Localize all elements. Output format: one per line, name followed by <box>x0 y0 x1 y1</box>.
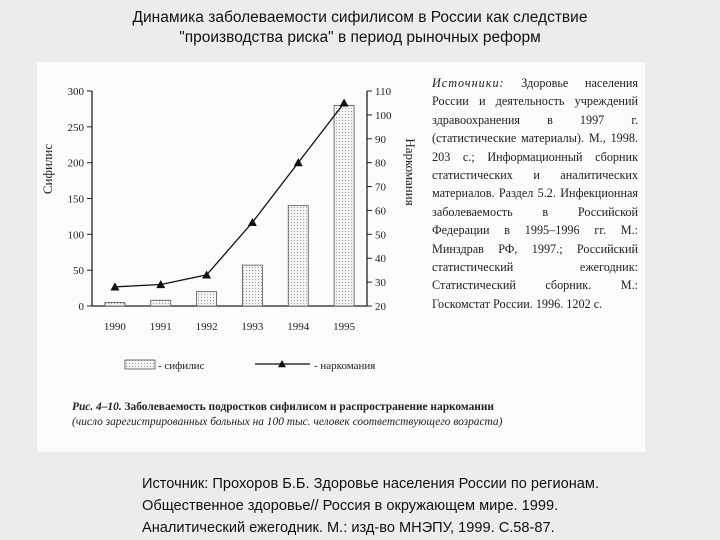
y2-tick-label: 70 <box>375 181 386 194</box>
sources-note-lead: Источники: <box>432 76 505 90</box>
figure-caption <box>72 400 642 430</box>
y2-tick-label: 20 <box>375 301 386 313</box>
y2-axis-label: Наркомания <box>403 138 418 206</box>
sources-note <box>432 74 638 313</box>
source-line-2: Общественное здоровье// Россия в окружающем мире. 1999. <box>142 498 559 514</box>
y2-tick-label: 90 <box>375 133 386 146</box>
figure-caption-title: Заболеваемость подростков сифилисом и распространение наркомании <box>124 401 494 413</box>
y-tick-label: 250 <box>67 121 84 134</box>
x-tick-label: 1991 <box>149 321 172 333</box>
source-citation <box>142 473 712 539</box>
x-tick-label: 1992 <box>195 321 218 333</box>
y2-tick-label: 80 <box>375 157 386 170</box>
line-series <box>115 103 344 287</box>
y-tick-label: 300 <box>67 86 84 98</box>
x-tick-label: 1990 <box>103 321 126 333</box>
y-axis-label: Сифилис <box>40 143 55 195</box>
bar <box>105 302 125 306</box>
y2-tick-label: 110 <box>375 86 392 98</box>
y-tick-label: 0 <box>78 301 84 313</box>
y2-tick-label: 100 <box>375 109 392 122</box>
legend-label-line: - наркомания <box>314 360 376 372</box>
y-tick-label: 150 <box>67 193 84 206</box>
y2-tick-label: 30 <box>375 277 386 290</box>
y-tick-label: 200 <box>67 157 84 170</box>
line-point <box>340 98 349 106</box>
sources-note-body: Здоровье населения России и деятельность учреждений здравоохранения в 1997 г. (статистические материалы). М., 1998. 203 с.; Информационный сборник статистических и аналитических материалов. Раздел 5.2. Инфекционная заболеваемость в Российской Федерации в 1995–1996 гг. М.: Минздрав РФ, 1997.; Российский статистический ежегодник: Статистический сборник. М.: Госкомстат России. 1996. 1202 с. <box>432 76 638 311</box>
figure-caption-subtitle: (число зарегистрированных больных на 100 тыс. человек соответствующего возраста) <box>72 416 503 428</box>
slide-title-line-2: "производства риска" в период рыночных реформ <box>179 29 541 46</box>
legend-label-bar: - сифилис <box>158 360 205 372</box>
figure-caption-number: Рис. 4–10. <box>72 401 122 413</box>
x-tick-label: 1995 <box>333 321 356 333</box>
bar <box>288 206 308 306</box>
y2-tick-label: 40 <box>375 253 386 266</box>
bar <box>334 105 354 306</box>
y2-tick-label: 60 <box>375 205 386 218</box>
legend-swatch-bar <box>125 360 155 369</box>
y2-tick-label: 50 <box>375 229 386 242</box>
source-line-1: Источник: Прохоров Б.Б. Здоровье населения России по регионам. <box>142 476 600 492</box>
x-tick-label: 1993 <box>241 321 264 333</box>
y-tick-label: 50 <box>73 265 84 278</box>
source-line-3: Аналитический ежегодник. М.: изд-во МНЭПУ, 1999. С.58-87. <box>142 520 555 536</box>
y-tick-label: 100 <box>67 229 84 242</box>
bar <box>197 292 217 306</box>
bar <box>242 265 262 306</box>
bar <box>151 300 171 306</box>
slide-title-line-1: Динамика заболеваемости сифилисом в России как следствие <box>132 9 588 26</box>
x-tick-label: 1994 <box>287 321 310 333</box>
